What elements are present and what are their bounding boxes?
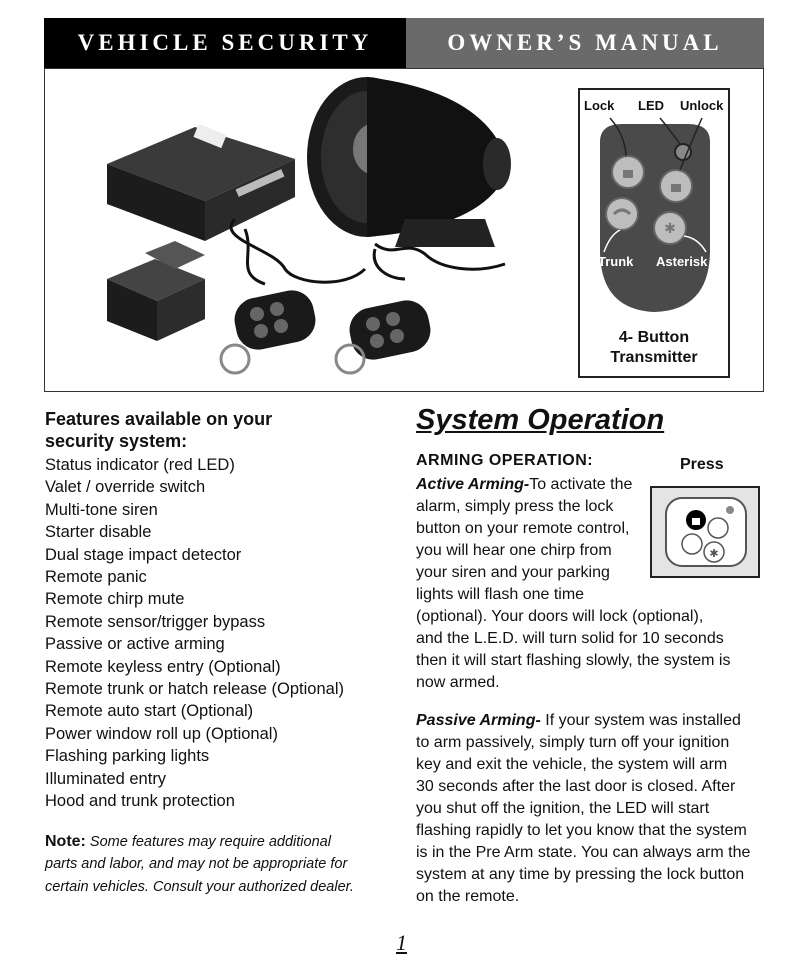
list-item: Starter disable <box>45 523 152 542</box>
shock-sensor-icon <box>107 241 205 341</box>
note-label: Note: <box>45 832 86 850</box>
page-number: 1 <box>396 930 407 955</box>
page-header <box>44 18 764 68</box>
list-item: Remote keyless entry (Optional) <box>45 657 281 676</box>
list-item: Passive or active arming <box>45 635 225 654</box>
led-label: LED <box>638 98 664 113</box>
press-label: Press <box>680 456 724 473</box>
transmitter-fob-icon <box>580 90 728 325</box>
transmitter-caption <box>580 328 728 368</box>
header-owners-manual: OWNER’S MANUAL <box>406 18 764 68</box>
active-arming-label: Active Arming- <box>416 476 530 493</box>
list-item: Remote trunk or hatch release (Optional) <box>45 680 344 699</box>
transmitter-diagram <box>578 88 730 378</box>
control-module-icon <box>107 124 295 241</box>
trunk-label: Trunk <box>598 254 634 269</box>
unlock-label: Unlock <box>680 98 724 113</box>
caption-line-1: 4- Button <box>618 329 690 346</box>
list-item: Flashing parking lights <box>45 747 210 766</box>
note-line-1: Some features may require additional <box>89 833 331 850</box>
remote-fob-left-icon <box>221 286 320 373</box>
note-line-3: certain vehicles. Consult your authorized dealer. <box>45 878 354 895</box>
lock-label: Lock <box>584 98 615 113</box>
asterisk-label: Asterisk <box>656 254 708 269</box>
list-item: Hood and trunk protection <box>45 792 235 811</box>
svg-text:✱: ✱ <box>664 221 676 237</box>
list-item: Valet / override switch <box>45 478 206 497</box>
list-item: Remote panic <box>45 568 147 587</box>
list-item: Multi-tone siren <box>45 500 158 519</box>
caption-line-2: Transmitter <box>610 349 698 366</box>
passive-arming-label: Passive Arming- <box>416 712 541 729</box>
arming-heading: ARMING OPERATION: <box>416 452 594 469</box>
features-list <box>45 454 390 813</box>
features-title: Features available on your security system: <box>45 409 273 451</box>
features-section <box>45 408 390 898</box>
list-item: Remote sensor/trigger bypass <box>45 612 266 631</box>
remote-fob-right-icon <box>336 296 435 373</box>
list-item: Remote auto start (Optional) <box>45 702 254 721</box>
passive-arming-paragraph: Passive Arming- If your system was installed to arm passively, simply turn off your ignition key and exit the vehicle, the system will arm 30 seconds after the last door is closed. After you shut off the ignition, the LED will start flashing rapidly to let you know that the system is in the Pre Arm state. You can always arm the system at any time by pressing the lock button on the remote. <box>416 712 751 905</box>
list-item: Remote chirp mute <box>45 590 185 609</box>
svg-text:✱: ✱ <box>709 547 719 560</box>
list-item: Power window roll up (Optional) <box>45 724 278 743</box>
siren-icon <box>307 77 511 247</box>
list-item: Status indicator (red LED) <box>45 456 235 474</box>
system-operation-section <box>416 402 766 905</box>
note-line-2: parts and labor, and may not be appropriate for <box>45 856 348 872</box>
note-block <box>45 831 390 899</box>
active-arming-paragraph: Active Arming-To activate the alarm, simply press the lock button on your remote control, you will hear one chirp from your siren and your parking lights will flash one time (optional). Your doors will lock (optional), and the L.E.D. will turn solid for 10 seconds then it will start flashing slowly, the system is now armed. <box>416 476 731 691</box>
header-vehicle-security: VEHICLE SECURITY <box>44 18 406 68</box>
list-item: Dual stage impact detector <box>45 545 242 564</box>
section-title: System Operation <box>416 404 665 436</box>
list-item: Illuminated entry <box>45 769 167 788</box>
